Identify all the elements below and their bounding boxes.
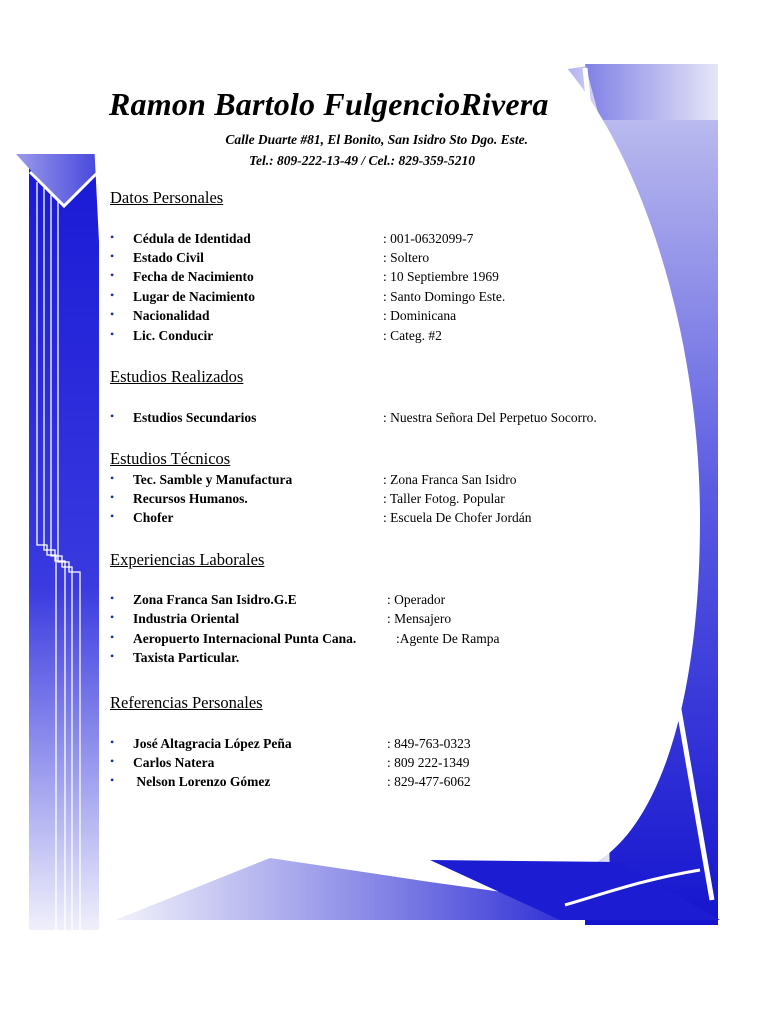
section-title-estudios-realizados: Estudios Realizados bbox=[110, 367, 244, 386]
bullet-icon: • bbox=[110, 630, 115, 644]
item-label: Nacionalidad bbox=[133, 308, 210, 323]
section-title-referencias-personales: Referencias Personales bbox=[110, 693, 263, 712]
list-item bbox=[110, 736, 670, 755]
bullet-icon: • bbox=[110, 471, 115, 485]
list-item bbox=[110, 472, 670, 491]
item-value: : Santo Domingo Este. bbox=[383, 289, 506, 304]
list-item bbox=[110, 289, 670, 308]
list-item bbox=[110, 592, 670, 611]
item-value: : 10 Septiembre 1969 bbox=[383, 269, 499, 284]
item-value: : Zona Franca San Isidro bbox=[383, 472, 517, 487]
bullet-icon: • bbox=[110, 249, 115, 263]
item-label: Lugar de Nacimiento bbox=[133, 289, 255, 304]
list-item bbox=[110, 774, 670, 793]
item-label: Aeropuerto Internacional Punta Cana. bbox=[133, 631, 357, 646]
bullet-icon: • bbox=[110, 610, 115, 624]
item-value: : 829-477-6062 bbox=[387, 774, 471, 789]
bullet-icon: • bbox=[110, 591, 115, 605]
item-value: : 809 222-1349 bbox=[387, 755, 470, 770]
list-item bbox=[110, 650, 670, 669]
bullet-icon: • bbox=[110, 230, 115, 244]
list-item bbox=[110, 611, 670, 630]
item-label: Estado Civil bbox=[133, 250, 204, 265]
bullet-icon: • bbox=[110, 649, 115, 663]
item-label: Recursos Humanos. bbox=[133, 491, 248, 506]
bullet-icon: • bbox=[110, 307, 115, 321]
item-value: : Dominicana bbox=[383, 308, 457, 323]
address-line: Calle Duarte #81, El Bonito, San Isidro Sto Dgo. Este. bbox=[225, 132, 528, 147]
bullet-icon: • bbox=[110, 735, 115, 749]
list-item bbox=[110, 491, 670, 510]
item-value: : Taller Fotog. Popular bbox=[383, 491, 505, 506]
list-item bbox=[110, 631, 670, 650]
list-item bbox=[110, 328, 670, 347]
item-label: Zona Franca San Isidro.G.E bbox=[133, 592, 297, 607]
section-title-experiencias-laborales: Experiencias Laborales bbox=[110, 550, 265, 569]
item-label: José Altagracia López Peña bbox=[133, 736, 292, 751]
item-label: Industria Oriental bbox=[133, 611, 240, 626]
item-label: Fecha de Nacimiento bbox=[133, 269, 254, 284]
item-value: :Agente De Rampa bbox=[396, 631, 500, 646]
item-value: : Escuela De Chofer Jordán bbox=[383, 510, 532, 525]
bullet-icon: • bbox=[110, 773, 115, 787]
item-label: Chofer bbox=[133, 510, 174, 525]
item-value: : Mensajero bbox=[387, 611, 452, 626]
item-value: : 001-0632099-7 bbox=[383, 231, 474, 246]
list-item bbox=[110, 231, 670, 250]
list-item bbox=[110, 510, 670, 529]
applicant-name: Ramon Bartolo FulgencioRivera bbox=[109, 86, 549, 122]
section-title-datos-personales: Datos Personales bbox=[110, 188, 224, 207]
item-value: : Soltero bbox=[383, 250, 430, 265]
item-label: Lic. Conducir bbox=[133, 328, 214, 343]
item-value: : 849-763-0323 bbox=[387, 736, 471, 751]
item-label: Cédula de Identidad bbox=[133, 231, 251, 246]
list-item bbox=[110, 308, 670, 327]
item-label: Carlos Natera bbox=[133, 755, 215, 770]
item-value: : Operador bbox=[387, 592, 446, 607]
phone-line: Tel.: 809-222-13-49 / Cel.: 829-359-5210 bbox=[249, 153, 475, 168]
item-label: Estudios Secundarios bbox=[133, 410, 257, 425]
list-item bbox=[110, 410, 670, 429]
list-item bbox=[110, 269, 670, 288]
bullet-icon: • bbox=[110, 327, 115, 341]
bullet-icon: • bbox=[110, 409, 115, 423]
bullet-icon: • bbox=[110, 509, 115, 523]
bullet-icon: • bbox=[110, 268, 115, 282]
list-item bbox=[110, 250, 670, 269]
list-item bbox=[110, 755, 670, 774]
bullet-icon: • bbox=[110, 288, 115, 302]
section-title-estudios-tecnicos: Estudios Técnicos bbox=[110, 449, 231, 468]
bullet-icon: • bbox=[110, 754, 115, 768]
item-label: Taxista Particular. bbox=[133, 650, 240, 665]
item-value: : Nuestra Señora Del Perpetuo Socorro. bbox=[383, 410, 597, 425]
item-value: : Categ. #2 bbox=[383, 328, 442, 343]
bullet-icon: • bbox=[110, 490, 115, 504]
item-label: Nelson Lorenzo Gómez bbox=[133, 774, 271, 789]
item-label: Tec. Samble y Manufactura bbox=[133, 472, 293, 487]
